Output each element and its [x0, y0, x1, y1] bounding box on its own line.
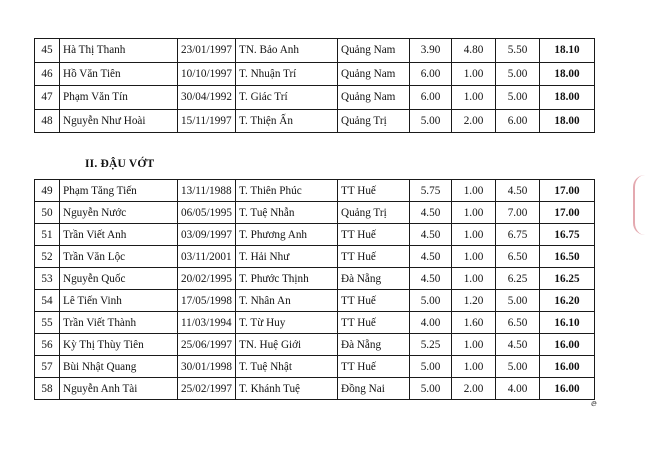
cell-total: 16.25: [540, 268, 595, 290]
cell-province: TT Huế: [338, 356, 410, 378]
table-row: [35, 312, 595, 334]
cell-score-1: 4.00: [410, 312, 452, 334]
cell-index: 45: [35, 39, 60, 63]
table-row: [35, 224, 595, 246]
table-row: [35, 246, 595, 268]
cell-name: Trần Viết Anh: [60, 224, 178, 246]
table-row: [35, 109, 595, 133]
cell-score-2: 1.00: [452, 334, 496, 356]
cell-score-2: 1.00: [452, 356, 496, 378]
cell-score-3: 5.00: [496, 290, 540, 312]
cell-temple: T. Phương Anh: [236, 224, 338, 246]
cell-score-2: 1.00: [452, 224, 496, 246]
cell-total: 16.75: [540, 224, 595, 246]
cell-province: Quảng Nam: [338, 62, 410, 86]
cell-score-3: 5.50: [496, 39, 540, 63]
cell-birthdate: 30/01/1998: [178, 356, 236, 378]
cell-score-3: 5.00: [496, 356, 540, 378]
cell-temple: T. Thiện Ấn: [236, 109, 338, 133]
cell-score-1: 4.50: [410, 202, 452, 224]
table-row: [35, 62, 595, 86]
cell-name: Nguyễn Như Hoài: [60, 109, 178, 133]
cell-birthdate: 15/11/1997: [178, 109, 236, 133]
cell-score-3: 4.50: [496, 180, 540, 202]
results-table-passed: [34, 38, 595, 133]
cell-temple: T. Giác Trí: [236, 86, 338, 110]
cell-temple: T. Hải Như: [236, 246, 338, 268]
cell-name: Kỳ Thị Thùy Tiên: [60, 334, 178, 356]
cell-score-3: 6.50: [496, 312, 540, 334]
cell-score-2: 1.00: [452, 246, 496, 268]
cell-name: Lê Tiến Vinh: [60, 290, 178, 312]
cell-score-2: 1.00: [452, 202, 496, 224]
cell-score-1: 5.00: [410, 109, 452, 133]
cell-temple: T. Nhuận Trí: [236, 62, 338, 86]
cell-index: 47: [35, 86, 60, 110]
cell-province: Quảng Trị: [338, 109, 410, 133]
stamp-fragment: [633, 175, 645, 235]
cell-total: 18.10: [540, 39, 595, 63]
cell-birthdate: 20/02/1995: [178, 268, 236, 290]
cell-province: TT Huế: [338, 224, 410, 246]
cell-index: 46: [35, 62, 60, 86]
table-row: [35, 290, 595, 312]
cell-score-2: 2.00: [452, 109, 496, 133]
cell-birthdate: 11/03/1994: [178, 312, 236, 334]
cell-province: TT Huế: [338, 312, 410, 334]
cell-name: Trần Văn Lộc: [60, 246, 178, 268]
cell-total: 17.00: [540, 180, 595, 202]
cell-name: Phạm Văn Tín: [60, 86, 178, 110]
cell-province: TT Huế: [338, 180, 410, 202]
cell-score-3: 5.00: [496, 62, 540, 86]
table-row: [35, 39, 595, 63]
cell-score-1: 5.75: [410, 180, 452, 202]
cell-name: Nguyễn Anh Tài: [60, 378, 178, 400]
cell-name: Hà Thị Thanh: [60, 39, 178, 63]
cell-index: 56: [35, 334, 60, 356]
cell-score-1: 5.00: [410, 356, 452, 378]
cell-name: Hồ Văn Tiên: [60, 62, 178, 86]
cell-score-3: 4.50: [496, 334, 540, 356]
table-row: [35, 378, 595, 400]
cell-province: TT Huế: [338, 246, 410, 268]
cell-birthdate: 25/02/1997: [178, 378, 236, 400]
cell-score-2: 1.00: [452, 86, 496, 110]
cell-score-3: 6.75: [496, 224, 540, 246]
cell-index: 51: [35, 224, 60, 246]
cell-index: 54: [35, 290, 60, 312]
cell-index: 55: [35, 312, 60, 334]
cell-index: 49: [35, 180, 60, 202]
cell-score-3: 7.00: [496, 202, 540, 224]
cell-birthdate: 03/11/2001: [178, 246, 236, 268]
cell-birthdate: 30/04/1992: [178, 86, 236, 110]
cell-name: Bùi Nhật Quang: [60, 356, 178, 378]
cell-score-3: 4.00: [496, 378, 540, 400]
cell-birthdate: 23/01/1997: [178, 39, 236, 63]
cell-score-1: 6.00: [410, 86, 452, 110]
cell-index: 53: [35, 268, 60, 290]
cell-temple: T. Khánh Tuệ: [236, 378, 338, 400]
cell-score-1: 6.00: [410, 62, 452, 86]
cell-score-1: 5.00: [410, 290, 452, 312]
cell-index: 52: [35, 246, 60, 268]
cell-score-3: 6.00: [496, 109, 540, 133]
cell-total: 18.00: [540, 62, 595, 86]
cell-birthdate: 13/11/1988: [178, 180, 236, 202]
cell-name: Nguyễn Quốc: [60, 268, 178, 290]
table-row: [35, 180, 595, 202]
cell-total: 16.50: [540, 246, 595, 268]
cell-index: 57: [35, 356, 60, 378]
cell-province: Quảng Nam: [338, 39, 410, 63]
cell-score-1: 4.50: [410, 268, 452, 290]
section-heading: II. ĐẬU VỚT: [85, 158, 155, 170]
cell-province: Đồng Nai: [338, 378, 410, 400]
cell-name: Phạm Tăng Tiến: [60, 180, 178, 202]
cell-temple: TN. Bảo Anh: [236, 39, 338, 63]
cell-name: Trần Viết Thành: [60, 312, 178, 334]
cell-score-3: 6.25: [496, 268, 540, 290]
cell-temple: T. Nhân An: [236, 290, 338, 312]
cell-province: TT Huế: [338, 290, 410, 312]
table-row: [35, 202, 595, 224]
cell-score-3: 6.50: [496, 246, 540, 268]
cell-total: 16.10: [540, 312, 595, 334]
cell-total: 18.00: [540, 109, 595, 133]
cell-index: 58: [35, 378, 60, 400]
cell-score-2: 1.00: [452, 268, 496, 290]
cell-total: 16.00: [540, 378, 595, 400]
cell-score-1: 4.50: [410, 224, 452, 246]
cell-birthdate: 06/05/1995: [178, 202, 236, 224]
table-row: [35, 334, 595, 356]
cell-temple: T. Tuệ Nhật: [236, 356, 338, 378]
cell-score-3: 5.00: [496, 86, 540, 110]
cell-total: 16.00: [540, 356, 595, 378]
cell-province: Đà Nẵng: [338, 334, 410, 356]
cell-score-2: 1.00: [452, 62, 496, 86]
cell-province: Quảng Trị: [338, 202, 410, 224]
cell-score-2: 1.20: [452, 290, 496, 312]
cell-temple: T. Thiên Phúc: [236, 180, 338, 202]
cell-total: 16.00: [540, 334, 595, 356]
cell-total: 16.20: [540, 290, 595, 312]
cell-birthdate: 10/10/1997: [178, 62, 236, 86]
cell-birthdate: 17/05/1998: [178, 290, 236, 312]
table-row: [35, 356, 595, 378]
cell-temple: T. Tuệ Nhẫn: [236, 202, 338, 224]
cell-temple: TN. Huệ Giới: [236, 334, 338, 356]
cell-index: 48: [35, 109, 60, 133]
cell-score-2: 2.00: [452, 378, 496, 400]
cell-province: Đà Nẵng: [338, 268, 410, 290]
cell-name: Nguyễn Nước: [60, 202, 178, 224]
cell-score-1: 3.90: [410, 39, 452, 63]
corner-mark: ⅇ: [591, 398, 597, 408]
cell-temple: T. Phước Thịnh: [236, 268, 338, 290]
cell-temple: T. Từ Huy: [236, 312, 338, 334]
cell-score-1: 5.25: [410, 334, 452, 356]
cell-score-1: 5.00: [410, 378, 452, 400]
cell-score-1: 4.50: [410, 246, 452, 268]
cell-province: Quảng Nam: [338, 86, 410, 110]
cell-score-2: 4.80: [452, 39, 496, 63]
table-row: [35, 86, 595, 110]
cell-score-2: 1.00: [452, 180, 496, 202]
cell-score-2: 1.60: [452, 312, 496, 334]
cell-birthdate: 25/06/1997: [178, 334, 236, 356]
results-table-waitlist: [34, 179, 595, 400]
cell-total: 17.00: [540, 202, 595, 224]
table-row: [35, 268, 595, 290]
cell-index: 50: [35, 202, 60, 224]
cell-total: 18.00: [540, 86, 595, 110]
cell-birthdate: 03/09/1997: [178, 224, 236, 246]
